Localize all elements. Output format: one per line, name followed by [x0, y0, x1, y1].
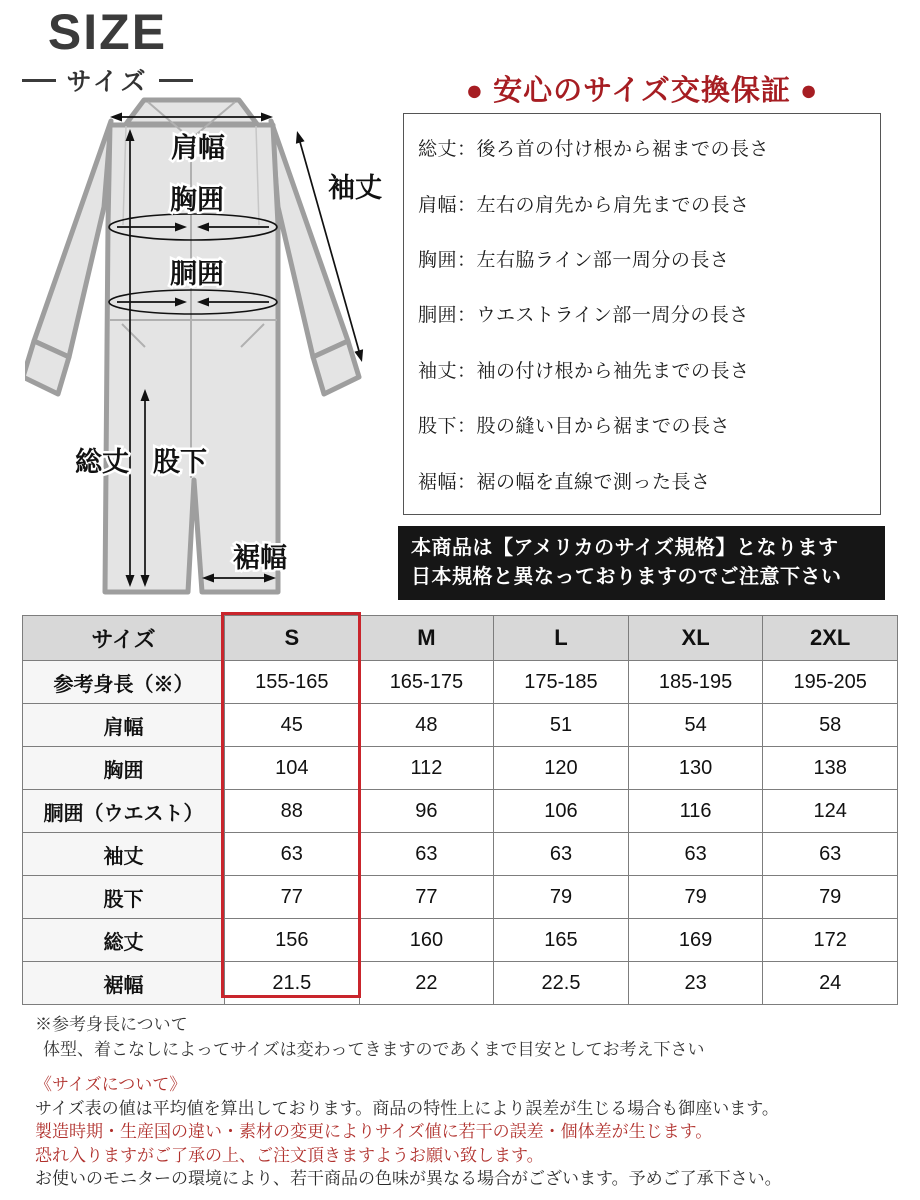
- size-table-row-label: 総丈: [23, 919, 225, 962]
- size-table-row-label: 胴囲（ウエスト）: [23, 790, 225, 833]
- coverall-measurement-diagram: [25, 95, 405, 610]
- size-table-cell: 156: [225, 919, 360, 962]
- size-table-cell: 138: [763, 747, 898, 790]
- reference-height-note: [35, 1012, 704, 1062]
- size-table-row-label: 裾幅: [23, 962, 225, 1005]
- size-table-cell: 48: [359, 704, 494, 747]
- size-table-cell: 185-195: [628, 661, 763, 704]
- size-table-cell: 104: [225, 747, 360, 790]
- shoulder-width-label: 肩幅: [171, 133, 225, 163]
- size-logo-subtitle-text: サイズ: [66, 68, 149, 96]
- size-table-body: [23, 661, 898, 1005]
- size-table-wrapper: [22, 615, 898, 1005]
- definition-item: 股下：股の縫い目から裾までの長さ: [418, 416, 731, 438]
- size-table-cell: 160: [359, 919, 494, 962]
- definition-item: 総丈：後ろ首の付け根から裾までの長さ: [418, 139, 770, 161]
- chest-girth-label: 胸囲: [170, 185, 224, 215]
- inseam-label: 股下: [153, 447, 207, 477]
- size-table-cell: 21.5: [225, 962, 360, 1005]
- size-table-column-header: XL: [628, 616, 763, 661]
- about-size-line4: お使いのモニターの環境により、若干商品の色味が異なる場合がございます。予めご了承下さい。: [35, 1169, 782, 1188]
- size-table-row: [23, 661, 898, 704]
- size-table-cell: 130: [628, 747, 763, 790]
- size-table-cell: 195-205: [763, 661, 898, 704]
- size-table-cell: 63: [763, 833, 898, 876]
- size-table-cell: 22: [359, 962, 494, 1005]
- size-table-cell: 51: [494, 704, 629, 747]
- size-table-cell: 77: [225, 876, 360, 919]
- definition-item: 胸囲：左右脇ライン部一周分の長さ: [418, 250, 730, 272]
- size-table-cell: 120: [494, 747, 629, 790]
- definition-item: 肩幅：左右の肩先から肩先までの長さ: [418, 194, 750, 216]
- size-table-head: [23, 616, 898, 661]
- size-table-row-label: 参考身長（※）: [23, 661, 225, 704]
- definition-item: 胴囲：ウエストライン部一周分の長さ: [418, 305, 749, 327]
- size-table-cell: 54: [628, 704, 763, 747]
- size-table-cell: 45: [225, 704, 360, 747]
- size-logo-title: SIZE: [47, 4, 168, 60]
- about-size-line3: 恐れ入りますがご了承の上、ご注文頂きますようお願い致します。: [35, 1145, 544, 1165]
- size-table-cell: 58: [763, 704, 898, 747]
- size-table-cell: 79: [494, 876, 629, 919]
- size-table-cell: 63: [628, 833, 763, 876]
- size-table-cell: 169: [628, 919, 763, 962]
- size-table-cell: 23: [628, 962, 763, 1005]
- size-table-cell: 96: [359, 790, 494, 833]
- definition-item: 裾幅：裾の幅を直線で測った長さ: [418, 471, 711, 493]
- size-table-cell: 79: [763, 876, 898, 919]
- size-table-row: [23, 833, 898, 876]
- size-table-row-label: 股下: [23, 876, 225, 919]
- hem-width-label: 裾幅: [233, 543, 287, 573]
- size-table-cell: 79: [628, 876, 763, 919]
- coverall-diagram-svg: [25, 95, 405, 610]
- reference-height-note-title: ※参考身長について: [35, 1015, 188, 1034]
- size-table-row-label: 袖丈: [23, 833, 225, 876]
- size-table-cell: 175-185: [494, 661, 629, 704]
- us-size-notice-line1: 本商品は【アメリカのサイズ規格】となります: [411, 537, 839, 559]
- about-size-title: 《サイズについて》: [35, 1075, 187, 1094]
- size-table-cell: 77: [359, 876, 494, 919]
- size-logo: [20, 6, 195, 98]
- size-table-column-header: L: [494, 616, 629, 661]
- right-sleeve: [271, 121, 348, 357]
- size-table: [22, 615, 898, 1005]
- definitions-box: [403, 113, 881, 515]
- size-table-row-label: 肩幅: [23, 704, 225, 747]
- size-table-column-header: サイズ: [23, 616, 225, 661]
- left-dash-decoration: [22, 79, 56, 82]
- size-table-cell: 112: [359, 747, 494, 790]
- size-table-cell: 22.5: [494, 962, 629, 1005]
- collar: [126, 100, 257, 124]
- reference-height-note-body: 体型、着こなしによってサイズは変わってきますのであくまで目安としてお考え下さい: [43, 1040, 705, 1059]
- us-size-notice-line2: 日本規格と異なっておりますのでご注意下さい: [411, 566, 842, 588]
- waist-girth-label: 胴囲: [170, 259, 224, 289]
- size-table-cell: 165-175: [359, 661, 494, 704]
- size-table-column-header: M: [359, 616, 494, 661]
- size-table-cell: 165: [494, 919, 629, 962]
- size-table-cell: 63: [359, 833, 494, 876]
- total-length-label: 総丈: [75, 447, 129, 477]
- about-size-note: [35, 1073, 782, 1191]
- size-table-row: [23, 962, 898, 1005]
- us-size-notice-box: [398, 526, 885, 600]
- size-table-cell: 106: [494, 790, 629, 833]
- sleeve-length-label: 袖丈: [328, 173, 382, 203]
- size-exchange-guarantee-title: ● 安心のサイズ交換保証 ●: [465, 75, 819, 107]
- size-table-cell: 63: [494, 833, 629, 876]
- size-table-row: [23, 919, 898, 962]
- size-table-column-header: 2XL: [763, 616, 898, 661]
- about-size-line2: 製造時期・生産国の違い・素材の変更によりサイズ値に若干の誤差・個体差が生じます。: [35, 1122, 713, 1141]
- size-table-cell: 63: [225, 833, 360, 876]
- size-table-cell: 124: [763, 790, 898, 833]
- size-table-row: [23, 704, 898, 747]
- size-table-column-header: S: [225, 616, 360, 661]
- size-table-cell: 172: [763, 919, 898, 962]
- left-sleeve: [34, 121, 111, 357]
- about-size-line1: サイズ表の値は平均値を算出しております。商品の特性上により誤差が生じる場合も御座います。: [35, 1098, 779, 1118]
- size-table-cell: 88: [225, 790, 360, 833]
- size-table-cell: 155-165: [225, 661, 360, 704]
- size-table-cell: 24: [763, 962, 898, 1005]
- size-table-row: [23, 876, 898, 919]
- size-table-cell: 116: [628, 790, 763, 833]
- definition-item: 袖丈：袖の付け根から袖先までの長さ: [418, 360, 750, 382]
- right-dash-decoration: [159, 79, 193, 82]
- size-table-row: [23, 790, 898, 833]
- size-table-row-label: 胸囲: [23, 747, 225, 790]
- size-table-row: [23, 747, 898, 790]
- size-logo-subtitle: [20, 62, 195, 98]
